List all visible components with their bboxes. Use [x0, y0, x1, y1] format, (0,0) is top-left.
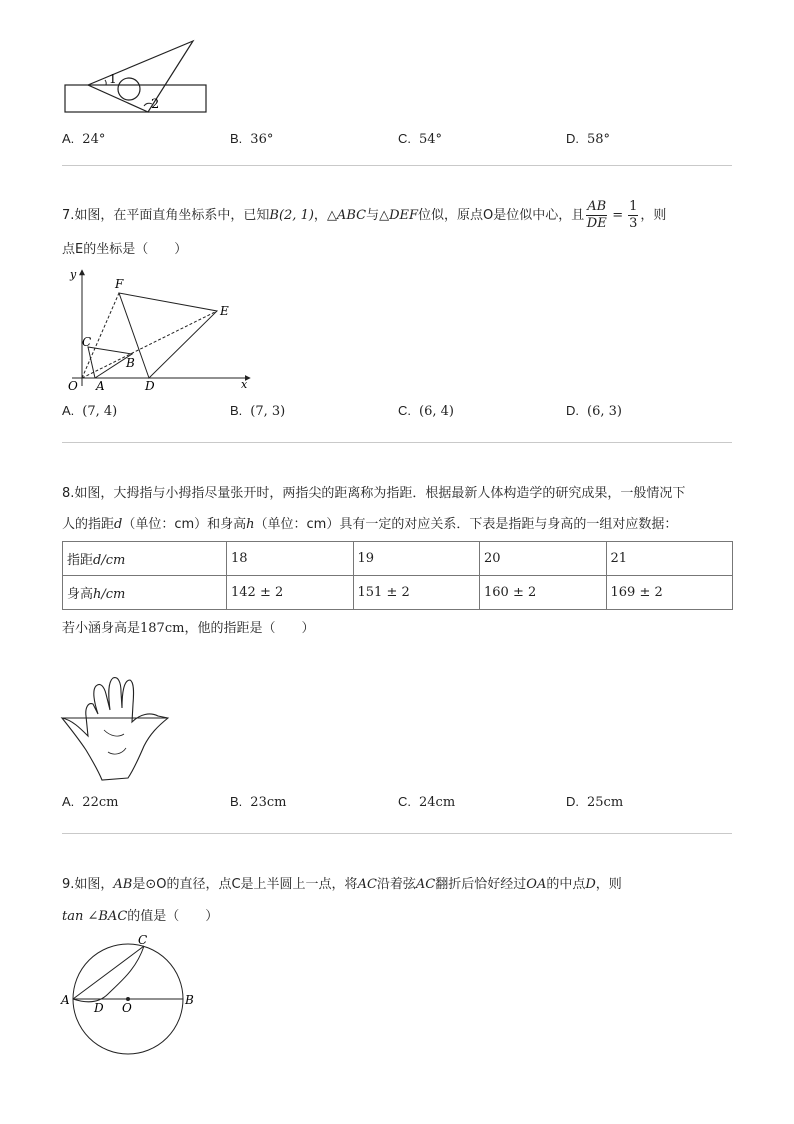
label-d: D [145, 379, 155, 393]
option-letter: A. [62, 131, 75, 146]
q7-option-c[interactable] [398, 403, 454, 419]
q9-text: 沿着弦 [376, 877, 416, 892]
q9-text: 的中点 [546, 877, 586, 892]
q7-fraction-ab-de [586, 199, 607, 232]
fraction-denominator: DE [586, 216, 607, 231]
q8-option-b[interactable] [230, 794, 286, 810]
label-c: C [82, 335, 92, 349]
option-value: (6, 4) [419, 404, 454, 419]
q8-option-a[interactable] [62, 794, 118, 810]
q8-stem-line1: 8.如图，大拇指与小拇指尽量张开时，两指尖的距离称为指距．根据最新人体构造学的研究成果，一般情况下 [62, 486, 686, 501]
q8-option-d[interactable] [566, 794, 623, 810]
label-c: C [138, 933, 148, 947]
label-a: A [96, 379, 105, 393]
q7-option-b[interactable] [230, 403, 285, 419]
label-f: F [115, 277, 124, 291]
q6-figure [60, 38, 220, 120]
option-letter: B. [230, 131, 243, 146]
option-value: 58° [587, 132, 611, 147]
table-cell: 151 ± 2 [353, 576, 480, 610]
q9-ab: AB [113, 877, 133, 892]
table-row-header [63, 542, 227, 576]
option-value: 54° [419, 132, 443, 147]
q9-tan-bac: tan ∠BAC [62, 909, 128, 924]
header-text: 身高 [67, 587, 94, 602]
table-cell: 160 ± 2 [480, 576, 607, 610]
label-e: E [220, 304, 229, 318]
option-value: (7, 3) [250, 404, 286, 419]
table-cell: 20 [480, 542, 607, 576]
q8-text: 若小涵身高是 [62, 621, 141, 636]
q6-option-a[interactable] [62, 131, 105, 147]
q6-option-b[interactable] [230, 131, 273, 147]
option-letter: C. [398, 403, 411, 418]
option-value: 24cm [419, 795, 456, 810]
option-letter: B. [230, 403, 243, 418]
chord-ac [73, 946, 144, 999]
q6-option-c[interactable] [398, 131, 442, 147]
header-unit: h/cm [93, 587, 126, 602]
option-value: 36° [250, 132, 274, 147]
label-a: A [61, 993, 70, 1007]
q8-text: （单位：cm）具有一定的对应关系．下表是指距与身高的一组对应数据： [254, 517, 678, 532]
fraction-denominator: 3 [629, 216, 638, 231]
option-letter: C. [398, 794, 411, 809]
palm-crease [108, 748, 126, 754]
option-value: 24° [82, 132, 106, 147]
palm-crease [104, 730, 124, 736]
option-value: 25cm [587, 795, 624, 810]
protractor-circle [118, 78, 140, 100]
q7-fraction-1-3 [628, 199, 638, 232]
option-letter: D. [566, 131, 579, 146]
table-cell: 142 ± 2 [227, 576, 354, 610]
q9-text: 是⊙O的直径，点C是上半圆上一点，将 [132, 877, 358, 892]
option-letter: B. [230, 794, 243, 809]
q8-hand-figure [58, 672, 178, 788]
label-y: y [70, 268, 77, 281]
option-letter: A. [62, 403, 75, 418]
equals-sign: = [612, 208, 624, 223]
q9-circle-figure [58, 930, 208, 1060]
q8-var-h: h [246, 517, 255, 532]
table-row-header [63, 576, 227, 610]
q7-text: 7.如图，在平面直角坐标系中，已知 [62, 208, 270, 223]
label-x: x [241, 378, 248, 391]
table-cell: 19 [353, 542, 480, 576]
q8-stem-line3 [62, 619, 314, 639]
label-o: O [68, 379, 78, 393]
set-square-triangle [88, 41, 193, 112]
label-b: B [126, 356, 135, 370]
q7-text: ， [313, 208, 327, 223]
fraction-numerator: AB [587, 199, 607, 214]
table-cell: 18 [227, 542, 354, 576]
table-row [63, 542, 733, 576]
option-letter: D. [566, 403, 579, 418]
q8-height-value: 187cm [140, 621, 185, 636]
q8-data-table [62, 541, 733, 610]
table-row [63, 576, 733, 610]
option-value: (6, 3) [587, 404, 622, 419]
q9-stem-line1 [62, 875, 622, 895]
q9-d: D [585, 877, 596, 892]
q8-text: 人的指距 [62, 517, 115, 532]
angle2-label: 2 [151, 97, 160, 112]
option-value: (7, 4) [82, 404, 118, 419]
option-letter: C. [398, 131, 411, 146]
q9-text: 的值是（ ） [127, 909, 219, 924]
label-b: B [185, 993, 194, 1007]
q7-option-d[interactable] [566, 403, 622, 419]
q7-text: 与 [366, 208, 380, 223]
q6-option-d[interactable] [566, 131, 610, 147]
option-value: 22cm [82, 795, 119, 810]
separator [62, 442, 732, 443]
q9-ac: AC [357, 877, 377, 892]
q8-text: ，他的指距是（ ） [184, 621, 315, 636]
q9-text: 翻折后恰好经过 [435, 877, 527, 892]
q7-text: 位似，原点O是位似中心，且 [418, 208, 585, 223]
angle1-arc [105, 80, 106, 85]
q7-point-b: B(2, 1) [269, 208, 314, 223]
q9-oa: OA [526, 877, 547, 892]
q7-option-a[interactable] [62, 403, 117, 419]
q7-stem-line1 [62, 198, 666, 234]
separator [62, 833, 732, 834]
option-letter: A. [62, 794, 75, 809]
option-letter: D. [566, 794, 579, 809]
q8-var-d: d [114, 517, 123, 532]
hand-outline [62, 678, 168, 780]
option-value: 23cm [250, 795, 287, 810]
separator [62, 165, 732, 166]
q7-stem-line2: 点E的坐标是（ ） [62, 242, 188, 257]
header-unit: d/cm [93, 553, 126, 568]
q9-stem-line2 [62, 907, 218, 927]
ray-o-e [82, 311, 217, 378]
label-d: D [94, 1001, 104, 1015]
q7-text: ，则 [640, 208, 667, 223]
q9-ac-chord: AC [415, 877, 436, 892]
q9-text: ，则 [595, 877, 622, 892]
label-o: O [122, 1001, 132, 1015]
q7-triangle-abc: △ABC [326, 208, 367, 223]
q8-stem-line2 [62, 515, 677, 535]
angle1-label: 1 [109, 72, 117, 86]
header-text: 指距 [67, 553, 94, 568]
q8-option-c[interactable] [398, 794, 455, 810]
fraction-numerator: 1 [629, 199, 638, 214]
q9-text: 9.如图， [62, 877, 114, 892]
q7-coordinate-figure [60, 264, 260, 394]
table-cell: 21 [606, 542, 733, 576]
table-cell: 169 ± 2 [606, 576, 733, 610]
q7-triangle-def: △DEF [379, 208, 419, 223]
q8-text: （单位：cm）和身高 [122, 517, 247, 532]
